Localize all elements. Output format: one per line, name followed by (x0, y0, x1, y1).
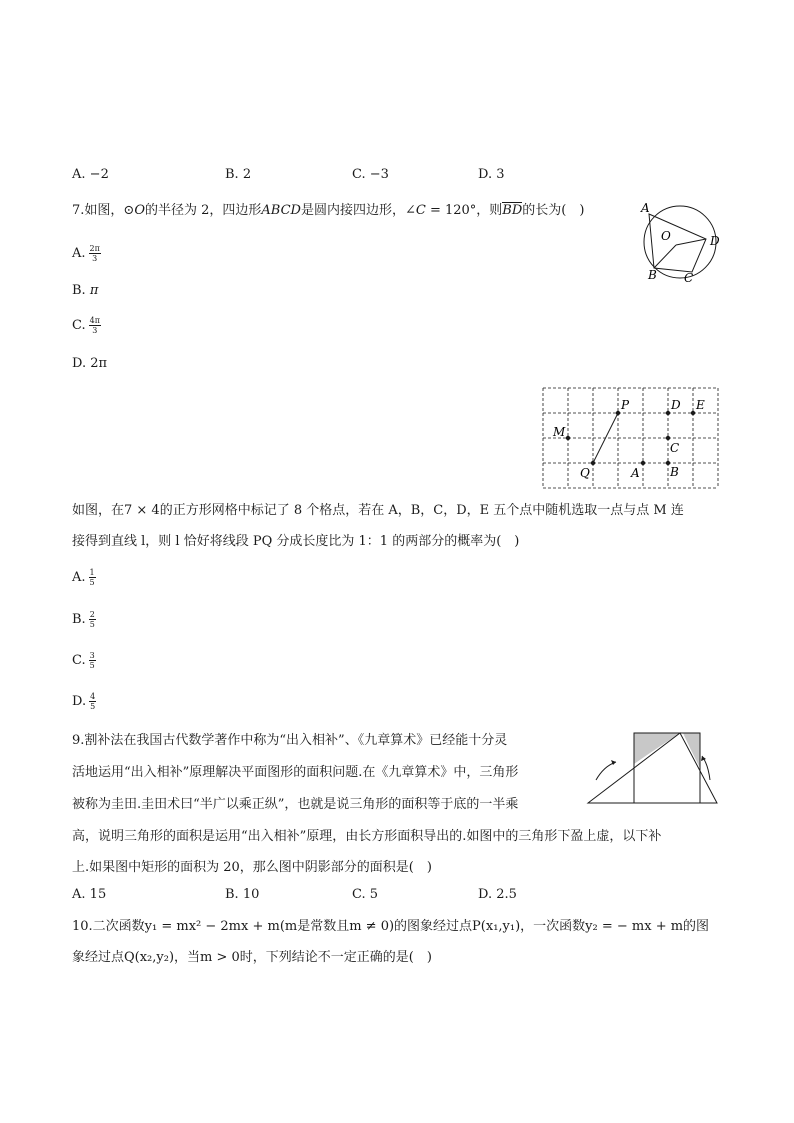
q9-triangle-rectangle-figure (586, 730, 720, 806)
q9-stem-line5: 上.如果图中矩形的面积为 20，那么图中阴影部分的面积是( ) (72, 860, 432, 875)
q6-option-a (72, 166, 109, 184)
q9-stem-line3: 被称为圭田.圭田术曰“半广以乘正纵”，也就是说三角形的面积等于底的一半乘 (72, 797, 519, 812)
fraction (89, 692, 96, 711)
q8-stem-line1: 如图，在7 × 4的正方形网格中标记了 8 个格点，若在 A，B，C，D，E 五个点中随机选取一点与点 M 连 (72, 503, 684, 518)
radius-od (676, 239, 706, 245)
q9-option-d (478, 886, 517, 904)
fraction-denominator: 5 (89, 661, 95, 670)
label-p: P (621, 398, 630, 412)
q8-option-c (72, 651, 96, 670)
label-c: C (670, 441, 680, 455)
stem-var: O (134, 203, 145, 218)
q6-option-b (225, 166, 251, 184)
option-label: D. (72, 356, 87, 371)
fraction-numerator: 1 (89, 568, 95, 577)
label-c: C (684, 271, 694, 285)
q7-option-a (72, 244, 101, 263)
label-q: Q (580, 466, 590, 480)
q9-stem-line2: 活地运用“出入相补”原理解决平面图形的面积问题.在《九章算术》中，三角形 (72, 765, 519, 780)
option-label: A. (72, 246, 86, 261)
option-label: C. (352, 887, 366, 902)
q6-option-d (478, 166, 505, 184)
option-value: −2 (89, 167, 109, 182)
label-m: M (553, 425, 566, 439)
arrowhead-right (701, 756, 706, 761)
q8-option-d (72, 692, 96, 711)
stem-text: 的长为( ) (522, 203, 585, 218)
label-b: B (670, 465, 679, 479)
arc-notation: BD (502, 203, 523, 218)
stem-var: C (415, 203, 426, 218)
stem-var: ABCD (261, 203, 301, 218)
fraction (89, 651, 96, 670)
option-label: B. (72, 612, 86, 627)
label-a: A (641, 201, 650, 215)
fraction (89, 244, 101, 263)
fraction-denominator: 5 (89, 620, 95, 629)
shaded-region-right (683, 733, 700, 768)
option-label: A. (72, 167, 86, 182)
option-value: 2.5 (496, 887, 517, 902)
fraction-denominator: 3 (92, 254, 98, 263)
q7-circle-figure (630, 198, 730, 288)
q8-option-a (72, 568, 96, 587)
point-q (591, 461, 595, 465)
option-label: B. (225, 887, 239, 902)
q7-option-c (72, 316, 101, 335)
point-d (666, 411, 670, 415)
point-a (641, 461, 645, 465)
fraction-numerator: 4 (90, 692, 96, 701)
label-d: D (671, 398, 681, 412)
point-p (616, 411, 620, 415)
option-label: A. (72, 887, 86, 902)
label-d: D (710, 234, 720, 248)
option-label: B. (225, 167, 239, 182)
option-label: D. (478, 167, 493, 182)
label-b: B (648, 268, 657, 282)
q8-grid-figure (540, 385, 726, 492)
q7-option-b (72, 282, 98, 300)
option-value: π (89, 283, 99, 298)
q6-option-c (352, 166, 389, 184)
radius-ob (654, 245, 676, 268)
option-label: D. (478, 887, 493, 902)
fraction-numerator: 4π (89, 316, 100, 325)
option-label: B. (72, 283, 86, 298)
label-a: A (631, 466, 640, 480)
fraction-numerator: 3 (89, 651, 95, 660)
stem-text: 是圆内接四边形，∠ (300, 203, 416, 218)
label-o: O (661, 229, 671, 243)
option-label: D. (72, 694, 87, 709)
fraction-denominator: 5 (89, 578, 95, 587)
q9-option-a (72, 886, 106, 904)
point-m (566, 436, 570, 440)
q8-option-b (72, 610, 96, 629)
fraction-denominator: 3 (92, 326, 98, 335)
q8-stem-line2: 接得到直线 l，则 l 恰好将线段 PQ 分成长度比为 1：1 的两部分的概率为( ) (72, 534, 520, 549)
option-value: −3 (369, 167, 389, 182)
quadrilateral-abcd (649, 214, 706, 272)
q10-stem-line2: 象经过点Q(x₂,y₂)，当m > 0时，下列结论不一定正确的是( ) (72, 950, 432, 965)
option-label: C. (72, 318, 86, 333)
stem-text: = 120°，则 (425, 203, 503, 218)
option-value: 10 (242, 887, 260, 902)
q7-option-d (72, 355, 107, 373)
q9-option-b (225, 886, 259, 904)
question-number: 7. (72, 203, 85, 218)
fraction (89, 316, 101, 335)
fraction-denominator: 5 (90, 702, 96, 711)
option-value: 2 (242, 167, 252, 182)
q10-stem-line1: 10.二次函数y₁ = mx² − 2mx + m(m是常数且m ≠ 0)的图象经过点P(x₁,y₁)，一次函数y₂ = − mx + m的图 (72, 919, 710, 934)
option-value: 2π (90, 356, 108, 371)
q9-stem-line4: 高，说明三角形的面积是运用“出入相补”原理，由长方形面积导出的.如图中的三角形下盈上虚，以下补 (72, 829, 662, 844)
point-e (691, 411, 695, 415)
fraction-numerator: 2π (89, 244, 100, 253)
option-label: C. (352, 167, 366, 182)
option-value: 15 (89, 887, 107, 902)
fraction (89, 610, 96, 629)
option-value: 3 (496, 167, 505, 182)
q9-option-c (352, 886, 378, 904)
point-c (666, 436, 670, 440)
label-e: E (696, 398, 705, 412)
option-label: A. (72, 570, 86, 585)
option-label: C. (72, 653, 86, 668)
fraction (89, 568, 96, 587)
q9-stem-line1: 9.割补法在我国古代数学著作中称为“出入相补”、《九章算术》已经能十分灵 (72, 733, 508, 748)
stem-text: 的半径为 2，四边形 (144, 203, 262, 218)
option-value: 5 (369, 887, 379, 902)
fraction-numerator: 2 (89, 610, 95, 619)
stem-text: 如图，⊙ (84, 203, 135, 218)
q7-stem (72, 202, 584, 220)
